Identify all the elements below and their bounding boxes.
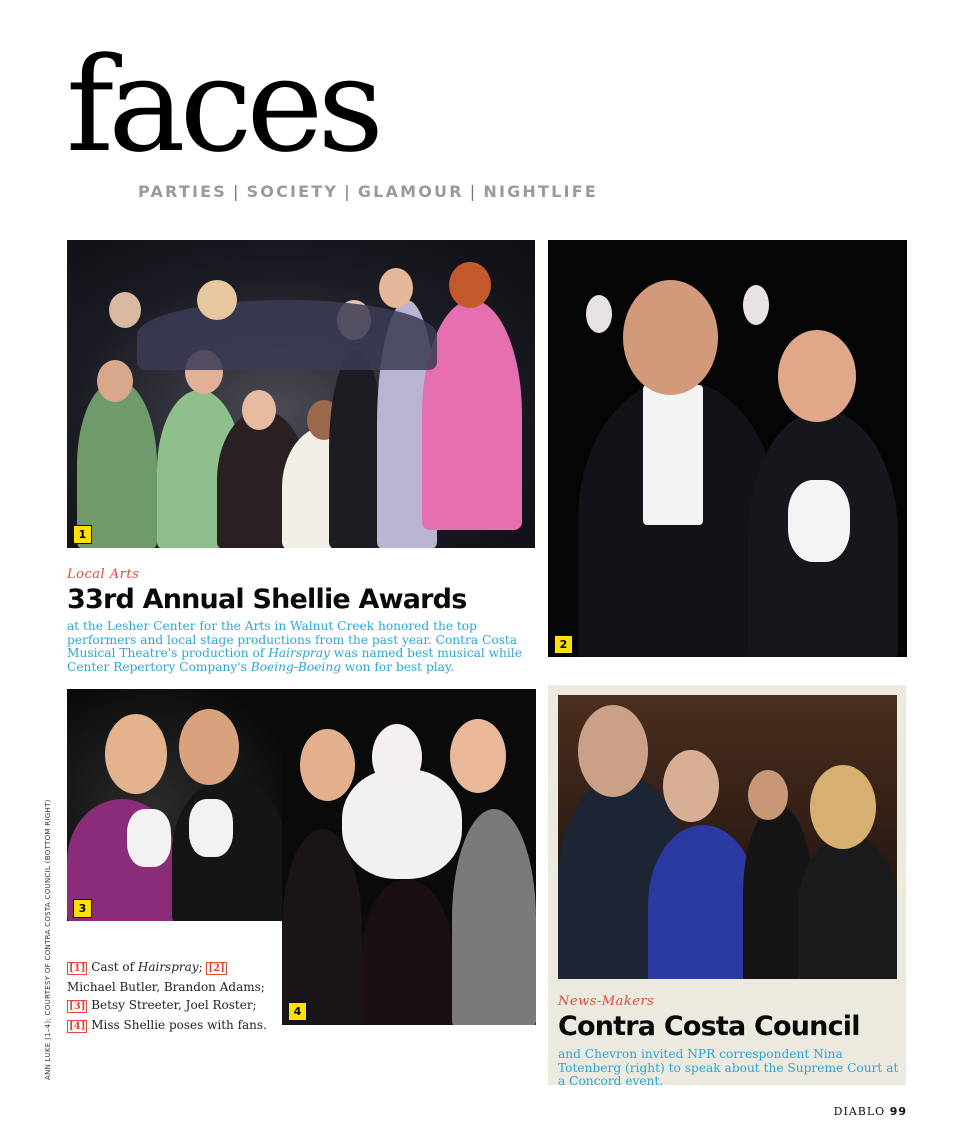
photo-number-4: 4 (288, 1002, 307, 1021)
photo-miss-shellie (282, 689, 536, 1025)
dek-text: won for best play. (340, 659, 455, 674)
magazine-name: DIABLO (833, 1105, 886, 1118)
legend-number: [4] (69, 1021, 86, 1032)
page-number: 99 (889, 1105, 907, 1118)
photo-number-1: 1 (73, 525, 92, 544)
dek-text: was named best musical while Center Repertory Company's (67, 646, 522, 674)
legend-number: [3] (69, 1001, 86, 1012)
section-glamour: GLAMOUR (357, 182, 464, 201)
photo-contra-costa-council (558, 695, 897, 979)
page-folio (834, 1105, 907, 1118)
dek-title: Hairspray (268, 646, 330, 660)
legend-text: Cast of (87, 960, 138, 974)
photo-number-2: 2 (554, 635, 573, 654)
divider: | (232, 182, 241, 201)
photo-cast (67, 240, 535, 548)
legend-number: [1] (69, 963, 86, 974)
page-title: faces (66, 29, 379, 181)
dek-title: Boeing-Boeing (250, 659, 341, 674)
dek-text: at the Lesher Center for the Arts in Walnut Creek honored the top performers and local stage productions from the past year. Contra Costa Musical Theatre's production of (67, 619, 518, 660)
legend-number: [2] (208, 963, 225, 974)
legend-text: Miss Shellie poses with fans. (87, 1018, 267, 1032)
story-kicker: Local Arts (67, 567, 140, 582)
story-headline: 33rd Annual Shellie Awards (67, 584, 467, 615)
story-kicker: News-Makers (558, 994, 655, 1009)
legend-title: Hairspray (137, 960, 199, 974)
section-nightlife: NIGHTLIFE (483, 182, 598, 201)
photo-credit: ANN LUKE (1–4); COURTESY OF CONTRA COSTA COUNCIL (BOTTOM RIGHT) (44, 799, 52, 1080)
section-parties: PARTIES (138, 182, 227, 201)
divider: | (344, 182, 352, 201)
photo-number-3: 3 (73, 899, 92, 918)
legend-text: ; (198, 960, 207, 974)
section-nav (138, 182, 598, 201)
story-dek (67, 620, 537, 674)
story-headline: Contra Costa Council (558, 1011, 860, 1042)
photo-streeter-roster (67, 689, 282, 921)
story-dek: and Chevron invited NPR correspondent Nina Totenberg (right) to speak about the Supreme Court at a Concord event. (558, 1047, 899, 1088)
legend-text: Michael Butler, Brandon Adams; (67, 980, 265, 994)
legend-text: Betsy Streeter, Joel Roster; (87, 998, 257, 1012)
section-society: SOCIETY (246, 182, 339, 201)
divider: | (469, 182, 478, 201)
photo-butler-adams (548, 240, 907, 657)
photo-legend (67, 958, 277, 1036)
